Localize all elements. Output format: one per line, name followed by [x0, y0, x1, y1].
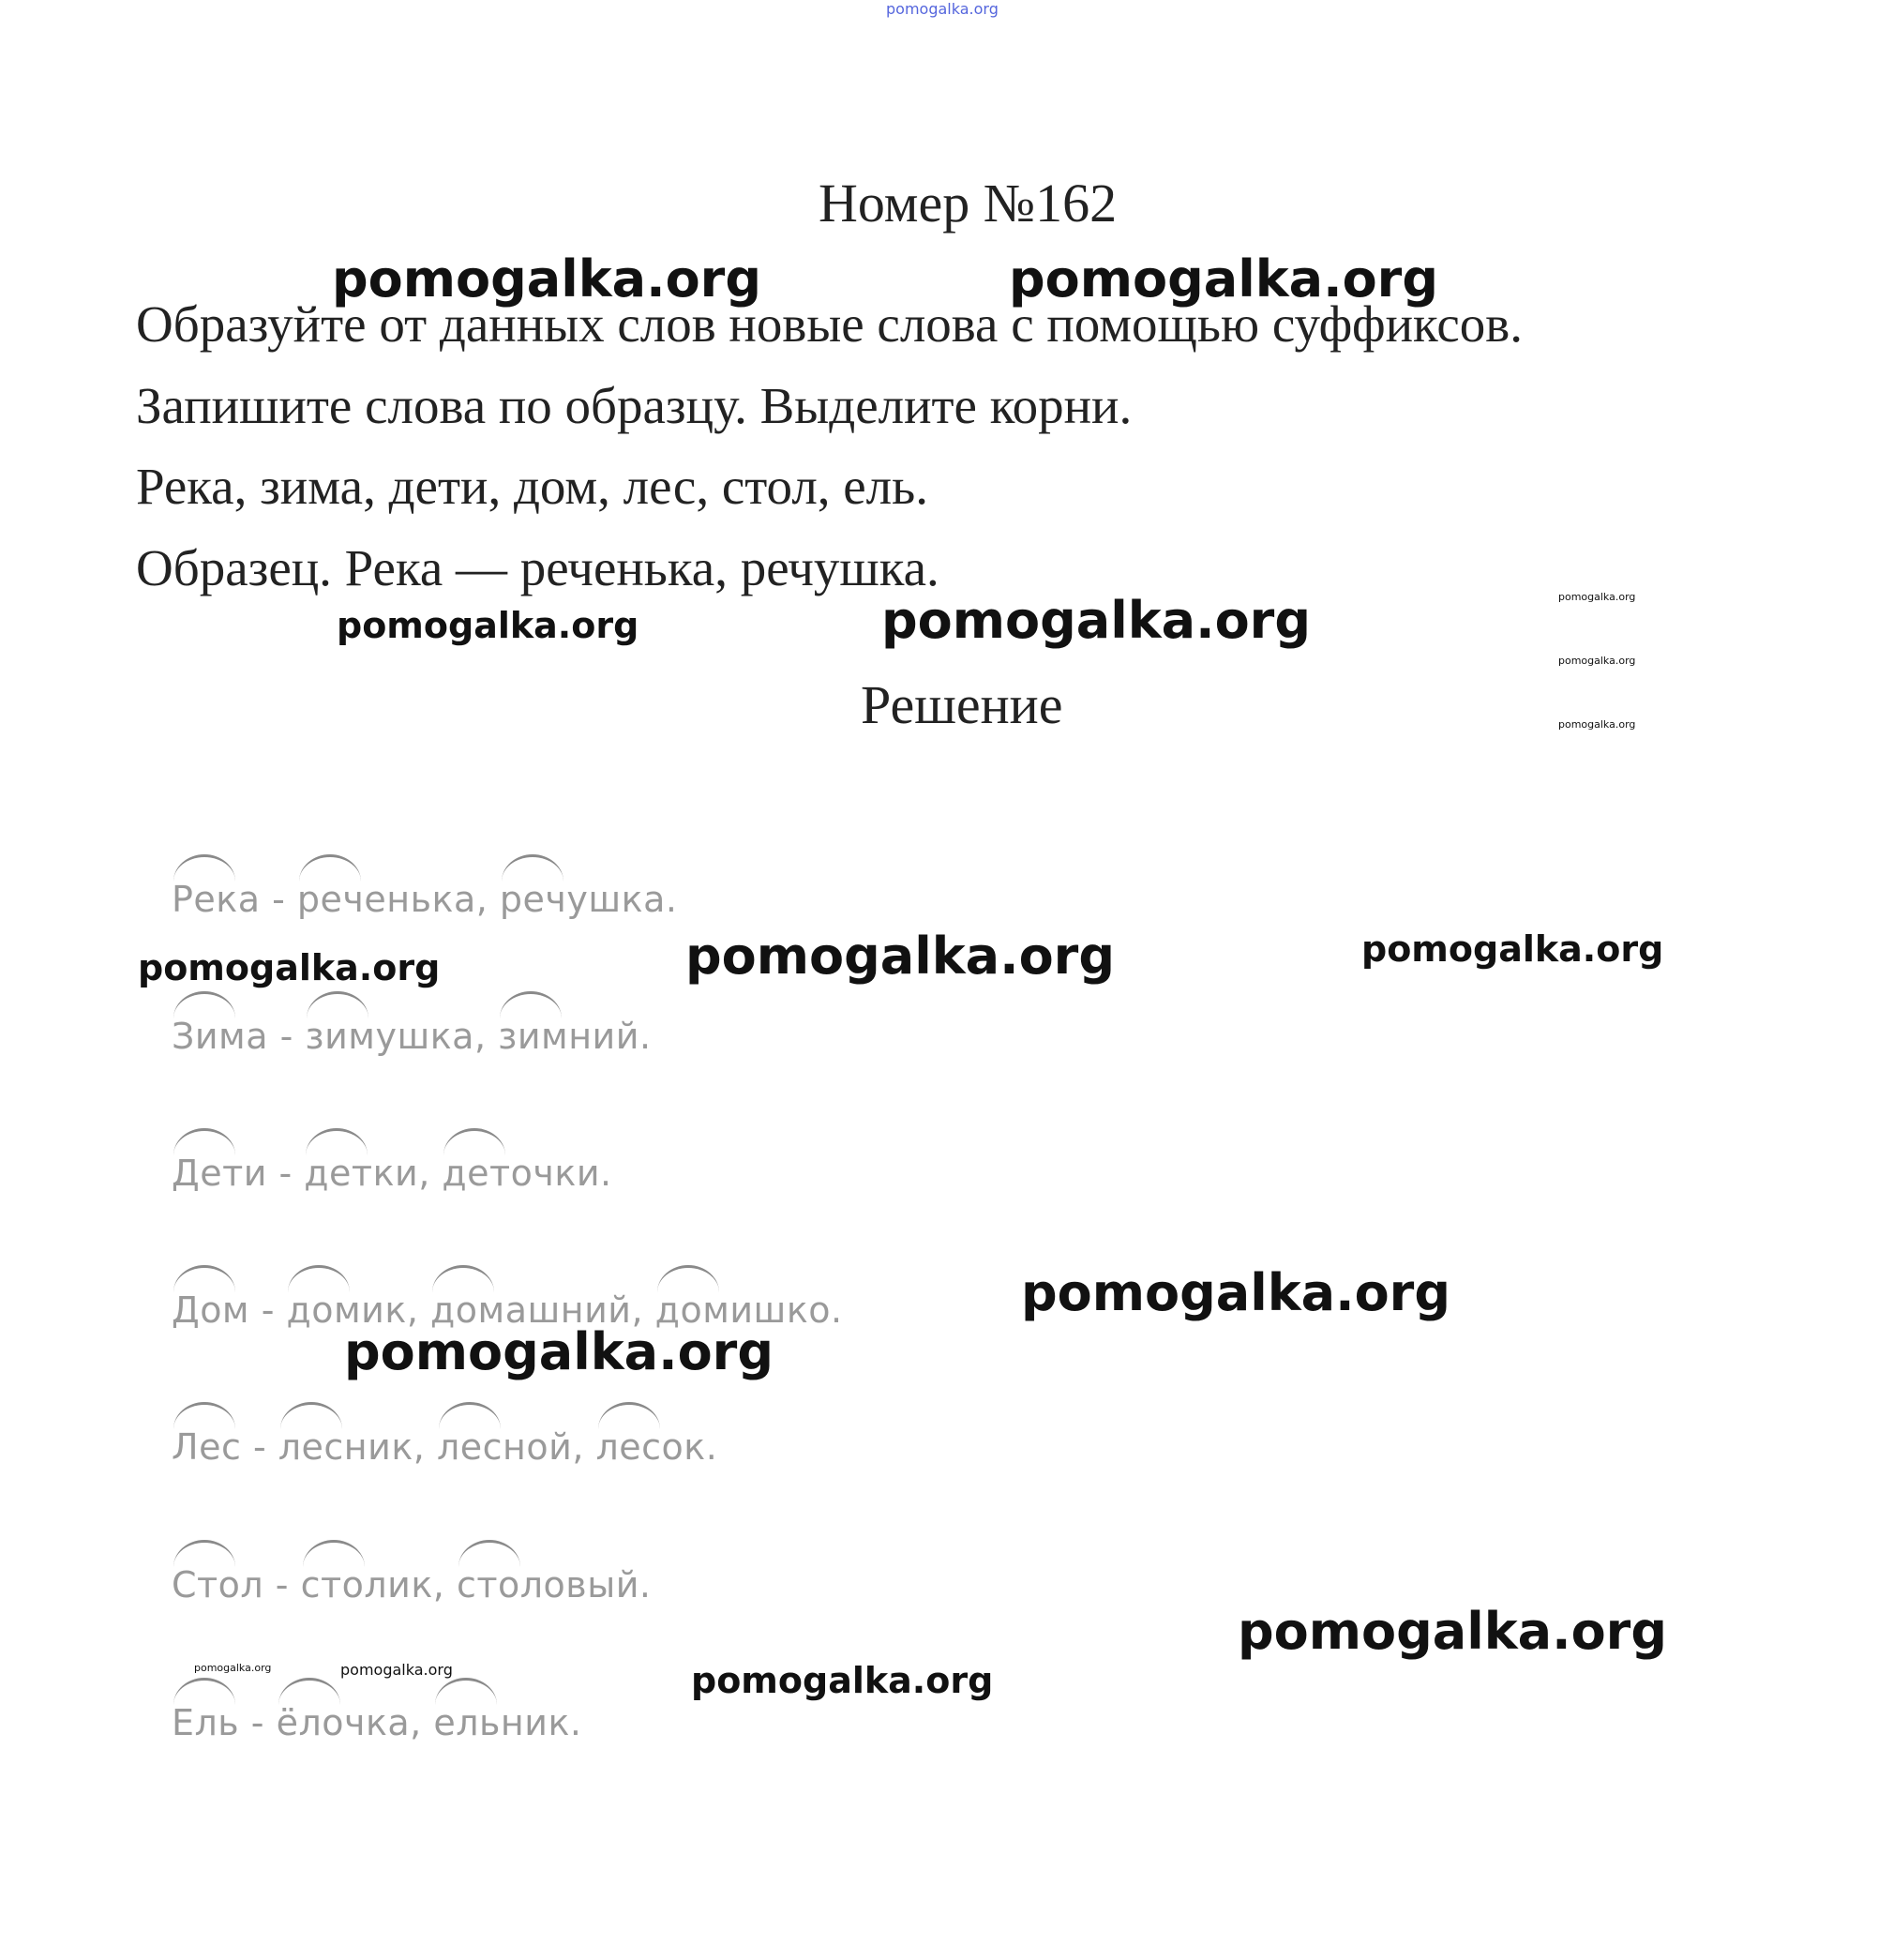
root-arc [288, 1265, 350, 1292]
answer-line [172, 1016, 652, 1057]
watermark: pomogalka.org [1009, 249, 1438, 309]
watermark: pomogalka.org [691, 1660, 994, 1701]
derived-word: деточки. [442, 1153, 612, 1194]
root-arc [280, 1402, 342, 1429]
derived-word: лесной, [436, 1426, 584, 1468]
watermark: pomogalka.org [340, 1661, 453, 1679]
answer-line [172, 1426, 717, 1468]
task-line-3: Река, зима, дети, дом, лес, стол, ель. [136, 458, 928, 515]
dash: - [241, 1426, 278, 1468]
root-arc [439, 1402, 501, 1429]
root-arc [173, 991, 235, 1018]
root-arc [173, 1128, 235, 1155]
watermark: pomogalka.org [1558, 591, 1636, 603]
watermark: pomogalka.org [1558, 655, 1636, 667]
root-arc [435, 1678, 497, 1705]
root-arc [303, 1540, 365, 1567]
root-arc [173, 1265, 235, 1292]
root-arc [278, 1678, 340, 1705]
root-arc [502, 854, 563, 882]
watermark: pomogalka.org [344, 1322, 774, 1381]
root-arc [458, 1540, 520, 1567]
watermark: pomogalka.org [881, 591, 1311, 650]
root-arc [500, 991, 562, 1018]
watermark: pomogalka.org [337, 605, 639, 646]
watermark: pomogalka.org [1021, 1263, 1450, 1322]
watermark: pomogalka.org [332, 249, 761, 309]
watermark: pomogalka.org [138, 947, 441, 988]
solution-heading: Решение [861, 674, 1063, 735]
root-arc [299, 854, 361, 882]
dash: - [266, 1153, 305, 1194]
derived-word: домашний, [430, 1289, 644, 1331]
root-word: Стол [172, 1564, 264, 1606]
derived-word: ёлочка, [276, 1702, 422, 1743]
derived-word: речушка. [499, 879, 678, 920]
root-word: Дети [172, 1153, 267, 1194]
root-arc [306, 1128, 368, 1155]
watermark: pomogalka.org [1558, 718, 1636, 731]
derived-word: зимушка, [305, 1016, 487, 1057]
answer-line [172, 879, 677, 920]
root-arc [307, 991, 368, 1018]
derived-word: ельник. [433, 1702, 582, 1743]
root-word: Лес [172, 1426, 242, 1468]
derived-word: реченька, [296, 879, 488, 920]
root-word: Дом [172, 1289, 250, 1331]
root-arc [173, 1540, 235, 1567]
root-arc [657, 1265, 719, 1292]
root-arc [173, 1402, 235, 1429]
root-word: Ель [172, 1702, 240, 1743]
dash: - [249, 1289, 287, 1331]
task-line-1: Образуйте от данных слов новые слова с помощью суффиксов. [136, 295, 1524, 353]
root-arc [598, 1402, 660, 1429]
answer-line [172, 1564, 651, 1606]
answer-line [172, 1153, 612, 1194]
task-line-4: Образец. Река — реченька, речушка. [136, 539, 939, 596]
root-word: Зима [172, 1016, 269, 1057]
dash: - [239, 1702, 277, 1743]
watermark: pomogalka.org [194, 1662, 272, 1674]
derived-word: зимний. [498, 1016, 652, 1057]
answer-line [172, 1702, 582, 1743]
dash: - [268, 1016, 306, 1057]
watermark: pomogalka.org [1238, 1602, 1667, 1661]
task-line-2: Запишите слова по образцу. Выделите корни. [136, 377, 1133, 434]
source-link[interactable]: pomogalka.org [886, 0, 999, 18]
derived-word: столик, [300, 1564, 445, 1606]
page-title: Номер №162 [819, 173, 1118, 234]
watermark: pomogalka.org [685, 927, 1115, 986]
root-arc [173, 1678, 235, 1705]
derived-word: лесник, [278, 1426, 426, 1468]
watermark: pomogalka.org [1361, 928, 1664, 970]
dash: - [263, 1564, 301, 1606]
derived-word: детки, [304, 1153, 430, 1194]
root-arc [173, 854, 235, 882]
root-arc [443, 1128, 505, 1155]
derived-word: домишко. [654, 1289, 843, 1331]
derived-word: домик, [286, 1289, 419, 1331]
root-arc [432, 1265, 494, 1292]
derived-word: лесок. [595, 1426, 718, 1468]
root-word: Река [172, 879, 261, 920]
derived-word: столовый. [456, 1564, 652, 1606]
dash: - [260, 879, 297, 920]
